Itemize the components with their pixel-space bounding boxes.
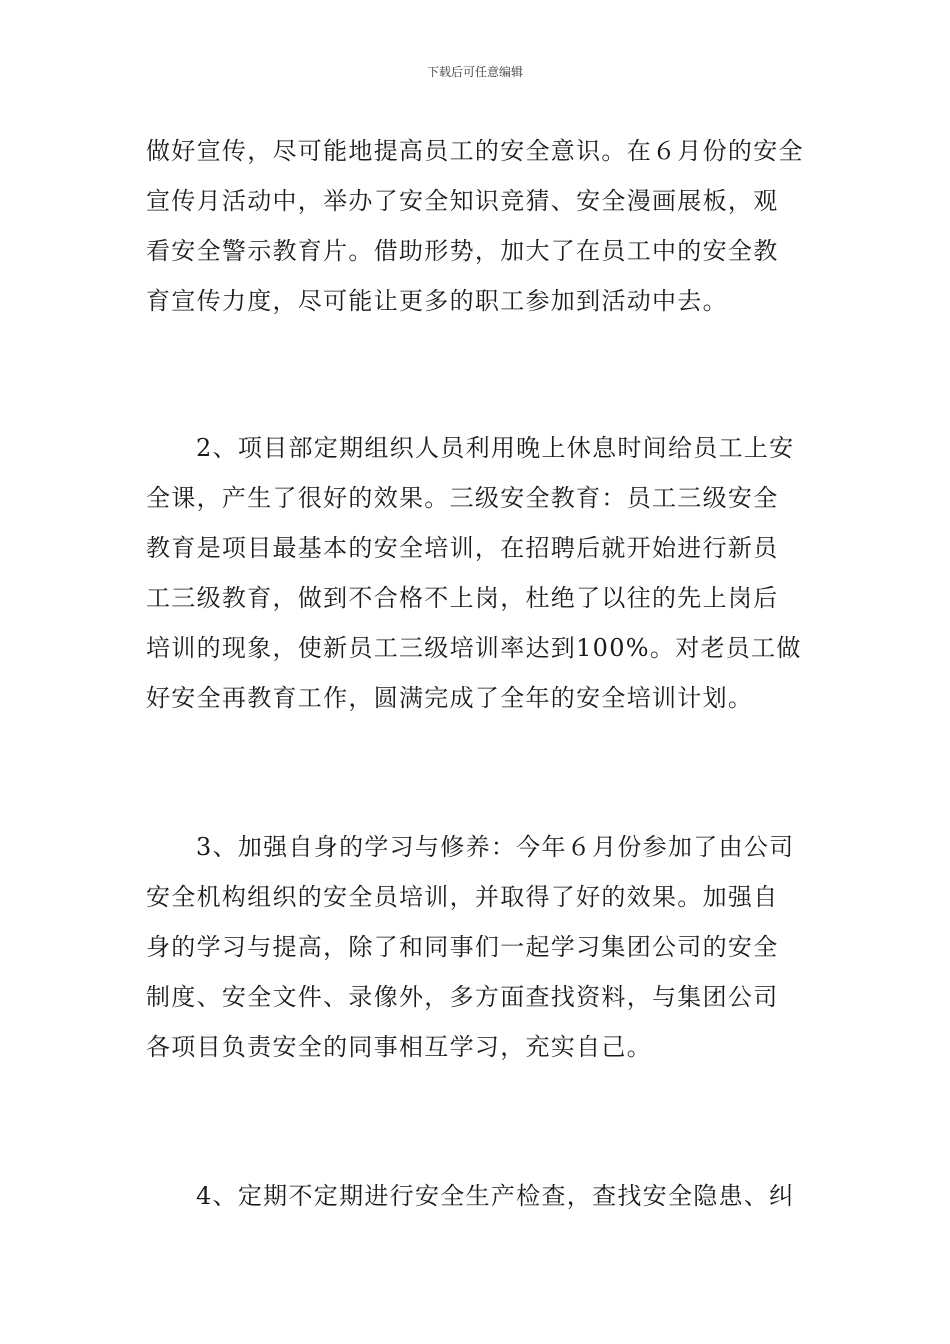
paragraph-line: 2、项目部定期组织人员利用晚上休息时间给员工上安 bbox=[196, 434, 795, 462]
paragraph-line: 育宣传力度，尽可能让更多的职工参加到活动中去。 bbox=[146, 287, 728, 315]
paragraph-line: 安全机构组织的安全员培训，并取得了好的效果。加强自 bbox=[146, 883, 779, 911]
paragraph-line: 身的学习与提高，除了和同事们一起学习集团公司的安全 bbox=[146, 933, 779, 961]
paragraph-line: 3、加强自身的学习与修养：今年６月份参加了由公司 bbox=[196, 833, 795, 861]
paragraph-line: 4、定期不定期进行安全生产检查，查找安全隐患、纠 bbox=[196, 1182, 795, 1210]
paragraph-line: 各项目负责安全的同事相互学习，充实自己。 bbox=[146, 1033, 652, 1061]
paragraph-line: 制度、安全文件、录像外，多方面查找资料，与集团公司 bbox=[146, 983, 779, 1011]
paragraph-line: 看安全警示教育片。借助形势，加大了在员工中的安全教 bbox=[146, 237, 779, 265]
paragraph-3 bbox=[146, 822, 806, 1072]
paragraph-1 bbox=[146, 126, 806, 326]
paragraph-line: 工三级教育，做到不合格不上岗，杜绝了以往的先上岗后 bbox=[146, 584, 779, 612]
paragraph-line: 教育是项目最基本的安全培训，在招聘后就开始进行新员 bbox=[146, 534, 779, 562]
paragraph-4 bbox=[146, 1171, 806, 1221]
paragraph-line: 全课，产生了很好的效果。三级安全教育：员工三级安全 bbox=[146, 484, 779, 512]
paragraph-line: 做好宣传，尽可能地提高员工的安全意识。在６月份的安全 bbox=[146, 137, 804, 165]
paragraph-line: 宣传月活动中，举办了安全知识竞猜、安全漫画展板，观 bbox=[146, 187, 779, 215]
paragraph-2 bbox=[146, 423, 806, 723]
paragraph-line: 培训的现象，使新员工三级培训率达到100%。对老员工做 bbox=[146, 634, 802, 662]
page-header: 下载后可任意编辑 bbox=[426, 65, 523, 79]
paragraph-line: 好安全再教育工作，圆满完成了全年的安全培训计划。 bbox=[146, 684, 754, 712]
